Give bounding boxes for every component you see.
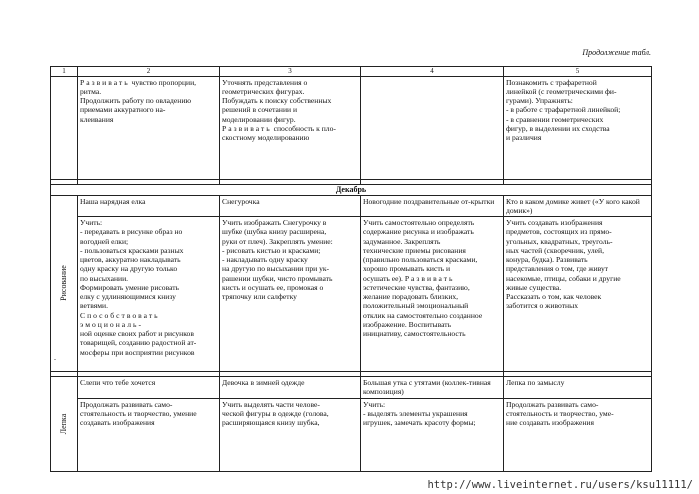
text-line: представления о том, где живут [506, 264, 609, 274]
text-line: цветов, аккуратно накладывать [80, 255, 181, 265]
column-number: 2 [78, 67, 220, 77]
text-line: отклик на самостоятельно созданное [363, 310, 483, 320]
text-line: Побуждать к поиску собственных [222, 96, 332, 106]
text-line: положительный эмоциональный [363, 301, 469, 311]
text-line: Учить изображать Снегурочку в [222, 218, 327, 228]
text-line: стоятельность и творчество, умение [80, 408, 197, 418]
column-number: 1 [51, 67, 78, 77]
text-line: шубке (шубка книзу расширена, [222, 227, 327, 237]
column-number-row [51, 67, 652, 77]
text-line: предметов, состоящих из прямо- [506, 227, 612, 237]
lesson-plan-table [50, 66, 652, 472]
text-line: задуманное. Закреплять [363, 236, 441, 246]
text-line: рашении шубки, чисто промывать [222, 273, 333, 283]
drawing-titles-row [51, 195, 652, 217]
tasks-cell [504, 76, 652, 179]
text-line: ных частей (скворечник, улей, [506, 245, 604, 255]
text-line: геометрических фигурах. [222, 86, 305, 96]
text-line: тряпочку или салфетку [222, 292, 297, 302]
emphasis-word: Развивать [222, 123, 272, 133]
drawing-tasks-row [51, 217, 652, 372]
text-line: - накладывать одну краску [222, 255, 308, 265]
text-line: - в работе с трафаретной линейкой; [506, 105, 621, 115]
text-line: - пользоваться красками разных [80, 245, 184, 255]
table-continuation-caption: Продолжение табл. [582, 48, 651, 57]
text-line: создавать изображения [80, 418, 155, 428]
text-line: на другую по высыхании при ук- [222, 264, 330, 274]
text-line: Учить выделять части челове- [222, 399, 320, 409]
month-header-row [51, 184, 652, 195]
topic-title: Слепи что тебе хочется [78, 377, 220, 399]
tasks-cell [78, 217, 220, 372]
text-line: Продолжать развивать само- [80, 399, 173, 409]
text-line: инициативу, самостоятельность [363, 329, 466, 339]
text-line: - в сравнении геометрических [506, 114, 604, 124]
text-line: Учить самостоятельно определять [363, 218, 475, 228]
modeling-titles-row [51, 377, 652, 399]
text-line: кисть и осушать ее, промокая о [222, 282, 324, 292]
tasks-cell [504, 217, 652, 372]
text-line: расширяющаяся книзу шубка, [222, 418, 320, 428]
text-line: елку с удлиняющимися книзу [80, 292, 176, 302]
topic-title: Новогодние поздравительные от-крытки [361, 195, 504, 217]
activity-label-modeling: Лепка [59, 413, 69, 435]
text-line: заботится о животных [506, 301, 579, 311]
text-line: ческой фигуры в одежде (голова, [222, 408, 329, 418]
emphasis-word: Развивать [80, 77, 130, 87]
text-line: стоятельность и творчество, уме- [506, 408, 614, 418]
tasks-cell: Уточнять представления о геометрических фигурах. Побуждать к поиску собственных решений в сочетании и моделировании фигур. Развивать способность к пло- скостному моделированию [220, 76, 361, 179]
text-line: изображение. Воспитывать [363, 319, 452, 329]
activity-label-cell [51, 195, 78, 372]
topic-title: Девочка в зимней одежде [220, 377, 361, 399]
tasks-cell [78, 398, 220, 471]
text-line: товарищей, созданию радостной ат- [80, 338, 197, 348]
text-line: живые существа. [506, 282, 562, 292]
text-line: Познакомить с трафаретной [506, 77, 597, 87]
text-line: насекомые, птицы, собаки и другие [506, 273, 621, 283]
row-label-cell [51, 76, 78, 179]
text-line: вогодней елки; [80, 236, 129, 246]
text-line: Уточнять представления о [222, 77, 308, 87]
column-number: 3 [220, 67, 361, 77]
text-line: (правильно пользоваться красками, [363, 255, 478, 265]
source-url-watermark: http://www.liveinternet.ru/users/ksu11111/ [427, 479, 693, 491]
emphasis-word: Развивать [404, 273, 455, 283]
text-line: ритма. [80, 86, 102, 96]
text-line: эстетические чувства, фантазию, [363, 282, 470, 292]
text-line: - передавать в рисунке образ но [80, 227, 183, 237]
text-line: - выделять элементы украшения [363, 408, 468, 418]
label-dot: . [54, 353, 56, 363]
text-line: линейкой (с геометрическими фи- [506, 86, 617, 96]
text-line: мосферы при восприятии рисунков [80, 347, 195, 357]
text-line: ние создавать изображения [506, 418, 594, 428]
tasks-cell-empty [361, 76, 504, 179]
tasks-cell [220, 398, 361, 471]
text-line: одну краску на другую только [80, 264, 178, 274]
text-line: скостному моделированию [222, 133, 310, 143]
topic-title: Кто в каком домике живет («У кого какой домик») [504, 195, 652, 217]
text-line: Учить: [80, 218, 103, 228]
text-line: Способствовать эмоциональ- [80, 310, 160, 329]
november-continuation-row [51, 76, 652, 179]
tasks-cell [220, 217, 361, 372]
activity-label-cell [51, 377, 78, 472]
tasks-cell: Учить самостоятельно определять содержание рисунка и изображать задуманное. Закреплять технические приемы рисования (правильно пользоваться красками, хорошо промывать кисть и осушать ее). Развивать эстетические чувства, фантазию, желание порадовать близких, положительный эмоциональный отклик на самостоятельно созданное изображение. Воспитывать инициативу, самостоятельность [361, 217, 504, 372]
text-line: Рассказать о том, как человек [506, 292, 602, 302]
modeling-tasks-row [51, 398, 652, 471]
text-line: и различия [506, 133, 542, 143]
text-line: Продолжить работу по овладению [80, 96, 192, 106]
tasks-cell: Развивать чувство пропорции, ритма. Продолжить работу по овладению приемами аккуратного на- клеивания [78, 76, 220, 179]
text-line: конура, будка). Развивать [506, 255, 588, 265]
text-line: Формировать умение рисовать [80, 282, 180, 292]
column-number: 5 [504, 67, 652, 77]
text-line: моделировании фигур. [222, 114, 296, 124]
text-line: содержание рисунка и изображать [363, 227, 474, 237]
text-line: - рисовать кистью и красками; [222, 245, 321, 255]
text-line: решений в сочетании и [222, 105, 298, 115]
text-line: технические приемы рисования [363, 245, 466, 255]
activity-label-drawing: Рисование [59, 265, 69, 302]
tasks-cell [361, 398, 504, 471]
text-line: ной оценке своих работ и рисунков [80, 329, 194, 339]
text-line: игрушек, замечать красоту формы; [363, 418, 476, 428]
text-line: клеивания [80, 114, 114, 124]
topic-title: Наша нарядная елка [78, 195, 220, 217]
text-line: фигур, в выделении их сходства [506, 123, 610, 133]
topic-title: Снегурочка [220, 195, 361, 217]
text-line: Продолжать развивать само- [506, 399, 599, 409]
text-line: приемами аккуратного на- [80, 105, 166, 115]
column-number: 4 [361, 67, 504, 77]
topic-title: Большая утка с утятами (коллек-тивная композиция) [361, 377, 504, 399]
text-line: ветвями. [80, 301, 108, 311]
text-line: Учить создавать изображения [506, 218, 603, 228]
text-line: угольных, квадратных, треуголь- [506, 236, 613, 246]
text-line: руки от плеч). Закреплять умение: [222, 236, 333, 246]
text-line: по высыхании. [80, 273, 129, 283]
text-line: хорошо промывать кисть и [363, 264, 451, 274]
month-title: Декабрь [51, 184, 652, 195]
text-line: Учить: [363, 399, 386, 409]
text-line: гурами). Упражнять: [506, 96, 573, 106]
topic-title: Лепка по замыслу [504, 377, 652, 399]
text-line: желание порадовать близких, [363, 292, 459, 302]
tasks-cell [504, 398, 652, 471]
